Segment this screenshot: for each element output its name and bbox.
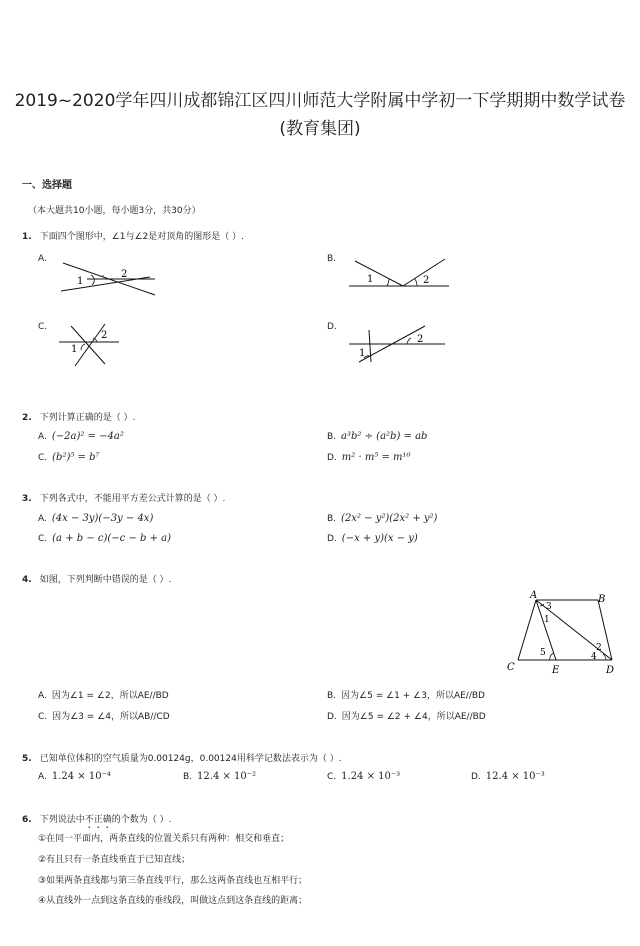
q4-option-d: [327, 710, 486, 724]
q3-option-a: [38, 512, 153, 526]
option-expr: 12.4 × 10⁻²: [197, 771, 257, 782]
option-expr: (b²)⁵ = b⁷: [52, 452, 100, 463]
option-label: D.: [471, 772, 481, 782]
question-text: 下面四个图形中，∠1与∠2是对顶角的图形是（ ）.: [39, 232, 244, 242]
question-text: 的个数为（ ）.: [111, 815, 172, 825]
option-expr: (−2a)² = −4a²: [51, 431, 124, 442]
option-label: B.: [327, 514, 337, 524]
angle-label: 4: [591, 652, 597, 662]
q4-option-b: [327, 689, 485, 703]
question-number: 6.: [22, 815, 32, 825]
question-number: 5.: [22, 754, 32, 764]
angle-label: 2: [596, 643, 602, 653]
q1-option-a-label: A.: [38, 254, 47, 264]
angle-label: 5: [540, 648, 546, 658]
option-text: 因为∠3 = ∠4，所以AB//CD: [52, 712, 170, 722]
q5-option-b: [183, 770, 256, 784]
option-expr: 12.4 × 10⁻³: [485, 771, 545, 782]
option-label: C.: [38, 453, 48, 463]
q2-option-c: [38, 451, 100, 465]
question-number: 4.: [22, 575, 32, 585]
option-expr: (−x + y)(x − y): [341, 533, 418, 544]
option-text: 因为∠5 = ∠2 + ∠4，所以AE//BD: [341, 712, 486, 722]
point-label: C: [507, 662, 515, 673]
q5-option-c: [327, 770, 400, 784]
q1-figure-b: [345, 255, 455, 295]
option-label: C.: [327, 772, 337, 782]
option-label: B.: [327, 691, 337, 701]
angle-label: 1: [359, 348, 366, 359]
section-title: 一、选择题: [22, 180, 72, 191]
q3-option-b: [327, 512, 437, 526]
q1-figure-c: [55, 320, 125, 370]
option-label: C.: [38, 534, 48, 544]
option-label: D.: [327, 712, 337, 722]
question-1: [22, 230, 244, 244]
point-label: B: [598, 594, 606, 605]
q1-option-b-label: B.: [327, 254, 337, 264]
question-text: 已知单位体积的空气质量为0.00124g，0.00124用科学记数法表示为（ ）.: [39, 754, 342, 764]
q1-figure-a: [55, 255, 165, 305]
page-subtitle: (教育集团): [279, 119, 361, 139]
option-expr: 1.24 × 10⁻³: [341, 771, 401, 782]
option-expr: (2x² − y²)(2x² + y²): [341, 513, 438, 524]
question-5: [22, 752, 342, 766]
option-label: A.: [38, 514, 47, 524]
section-note: （本大题共10小题，每小题3分，共30分）: [28, 206, 201, 216]
q2-option-d: [327, 451, 411, 465]
option-label: D.: [327, 534, 337, 544]
question-2: [22, 411, 135, 425]
angle-label: 3: [546, 602, 552, 612]
q4-option-a: [38, 689, 169, 703]
q3-option-d: [327, 532, 418, 546]
angle-label: 1: [367, 274, 374, 285]
question-text: 下列说法中: [39, 815, 85, 825]
q4-figure: [500, 588, 625, 680]
q5-option-a: [38, 770, 111, 784]
option-expr: 1.24 × 10⁻⁴: [51, 771, 111, 782]
option-expr: (a + b − c)(−c − b + a): [52, 533, 172, 544]
question-6: [22, 813, 171, 831]
q6-statement-4: ④从直线外一点到这条直线的垂线段，叫做这点到这条直线的距离；: [38, 896, 308, 906]
q5-option-d: [471, 770, 545, 784]
option-text: 因为∠5 = ∠1 + ∠3，所以AE//BD: [341, 691, 485, 701]
q1-figure-d: [345, 322, 455, 367]
q2-option-b: [327, 430, 427, 444]
q6-statement-1: ①在同一平面内，两条直线的位置关系只有两种：相交和垂直；: [38, 834, 290, 844]
q6-statement-2: ②有且只有一条直线垂直于已知直线；: [38, 855, 191, 865]
angle-label: 1: [71, 344, 78, 355]
question-text: 下列各式中，不能用平方差公式计算的是（ ）.: [39, 494, 226, 504]
angle-label: 1: [544, 615, 550, 625]
emphasis-text: 不正确: [84, 815, 112, 825]
q6-statement-3: ③如果两条直线都与第三条直线平行，那么这两条直线也互相平行；: [38, 876, 308, 886]
q4-option-c: [38, 710, 170, 724]
point-label: E: [552, 665, 560, 676]
option-label: A.: [38, 691, 47, 701]
q1-option-c-label: C.: [38, 322, 48, 332]
question-number: 1.: [22, 232, 32, 242]
option-label: C.: [38, 712, 48, 722]
question-number: 3.: [22, 494, 32, 504]
angle-label: 2: [121, 269, 128, 280]
question-3: [22, 492, 225, 506]
point-label: A: [530, 590, 538, 601]
angle-label: 2: [423, 275, 430, 286]
question-4: [22, 573, 171, 587]
page-title: 2019~2020学年四川成都锦江区四川师范大学附属中学初一下学期期中数学试卷: [14, 91, 626, 111]
angle-label: 1: [77, 276, 84, 287]
option-label: B.: [183, 772, 193, 782]
point-label: D: [606, 665, 615, 676]
question-text: 下列计算正确的是（ ）.: [39, 413, 136, 423]
q1-option-d-label: D.: [327, 322, 337, 332]
option-label: A.: [38, 432, 47, 442]
q3-option-c: [38, 532, 171, 546]
option-text: 因为∠1 = ∠2，所以AE//BD: [51, 691, 169, 701]
q2-option-a: [38, 430, 124, 444]
option-expr: a³b² ÷ (a²b) = ab: [341, 431, 428, 442]
question-text: 如图，下列判断中错误的是（ ）.: [39, 575, 172, 585]
option-label: B.: [327, 432, 337, 442]
option-expr: m² · m⁵ = m¹⁰: [341, 452, 411, 463]
question-number: 2.: [22, 413, 32, 423]
angle-label: 2: [417, 334, 424, 345]
angle-label: 2: [101, 330, 108, 341]
option-label: A.: [38, 772, 47, 782]
option-label: D.: [327, 453, 337, 463]
option-expr: (4x − 3y)(−3y − 4x): [51, 513, 154, 524]
